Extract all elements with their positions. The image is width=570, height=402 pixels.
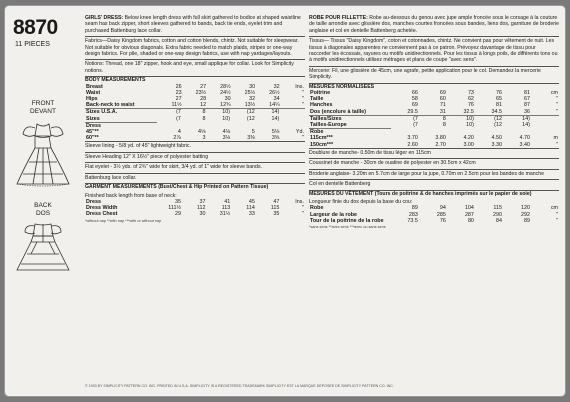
row-value: 67	[523, 96, 530, 103]
notions-fr: Mercerie: Fil, une glissière de 45cm, une agrafe, petite application pour le col. Demandez la mercerie Simplicity.	[309, 67, 559, 84]
size-cell: 8	[419, 115, 447, 122]
row-value: 69	[439, 90, 446, 97]
row-value: 112	[196, 205, 206, 212]
coussinet-fr: Coussinet de manche - 30cm de ouatine de polyester en 30.5cm x 42cm	[309, 159, 559, 169]
row-value: 2.60	[407, 141, 418, 148]
row-value: 34.5	[491, 108, 502, 115]
size-cell: (7	[157, 109, 182, 116]
row-value: 35	[273, 211, 280, 218]
row-value: 27	[175, 96, 182, 103]
row-value: 58	[411, 96, 418, 103]
size-cell: (12	[494, 122, 502, 129]
row-value: 113	[221, 205, 231, 212]
row-value: 87	[523, 102, 530, 109]
row-value: 81	[495, 102, 502, 109]
pieces-count: 11 PIECES	[15, 41, 50, 48]
body-measurements-table-fr	[309, 90, 559, 115]
size-cell: 14)	[271, 115, 280, 122]
size-cell: 14)	[522, 122, 530, 129]
row-value: 3.30	[491, 141, 502, 148]
row-value: 32	[249, 96, 256, 103]
row-value: 12	[200, 102, 207, 109]
row-value: 69	[411, 102, 418, 109]
row-value: "	[556, 141, 558, 148]
row-label: Dress Width	[86, 205, 118, 212]
row-label: Taille	[310, 96, 324, 103]
row-label: Tour de la poitrine de la robe	[310, 217, 384, 224]
row-label: 150cm***	[310, 141, 334, 148]
row-value: 5	[251, 129, 255, 136]
row-label: Waist	[86, 89, 101, 96]
row-value: 111½	[168, 205, 181, 212]
row-value: "	[302, 102, 304, 109]
row-value: 3.00	[463, 141, 474, 148]
size-cell: 10)	[466, 122, 474, 129]
sleeve-heading-en: Sleeve Heading 12" X 16½" piece of polyester batting	[85, 153, 305, 163]
row-value: 23	[175, 89, 182, 96]
row-value: 14¼	[269, 102, 280, 109]
battenburg-en: Battenburg lace collar.	[85, 174, 305, 184]
fabrics-fr: Tissus— Tissus "Daisy Kingdom", coton et cotonnades, chintz. Ne convient pas pour vêtement de nuit. Les tissus à diagonales apparentes ne conviennent pas à ce patron. Prévoyez davantage de tissu pour raccorder les écossais, rayures ou motifs unidirectionnels. Pour les tissus à longs poils, de différents tons ou à motifs unidirectionnels utilisez métrages et plans de coupe "avec sens".	[309, 37, 559, 67]
size-cell	[280, 116, 305, 123]
row-value: 285	[436, 211, 446, 218]
row-value: 4⅛	[222, 129, 231, 136]
body-measurements-title-fr: MESURES NORMALISÉES	[309, 83, 375, 90]
size-cell: 10)	[447, 115, 475, 122]
row-value: 2⅞	[173, 135, 181, 142]
row-value: 32	[273, 83, 280, 90]
row-value: 89	[523, 217, 530, 224]
row-label: 60"**	[86, 135, 99, 142]
row-value: 26	[175, 83, 182, 90]
sizes-table-fr	[309, 115, 559, 148]
row-value: "	[302, 135, 304, 142]
row-value: 3⅛	[222, 135, 231, 142]
left-column	[5, 6, 83, 386]
row-value: 290	[492, 211, 502, 218]
row-value: 41	[224, 198, 231, 205]
pattern-envelope-back	[5, 6, 565, 396]
row-label: Hanches	[310, 102, 333, 109]
row-label: Dos (encolure à taille)	[310, 108, 367, 115]
row-value: Ins.	[295, 83, 304, 90]
description-title-en: GIRLS' DRESS:	[85, 15, 124, 21]
row-value: 23½	[195, 89, 207, 96]
row-value: 13½	[244, 102, 256, 109]
row-value: 94	[439, 205, 446, 212]
size-cell	[280, 109, 305, 116]
row-value: cm	[550, 90, 558, 97]
copyright-footer: © 1993 BY SIMPLICITY PATTERN CO. INC. PRINTED IN U.S.A. SIMPLICITY IS A REGISTERED TRADEMARK SIMPLICITY EST LA MARQUE DÉPOSÉE DE SIMPLICITY PATTERN CO. INC.	[85, 384, 394, 388]
row-value: 34	[273, 96, 280, 103]
row-value: 31	[439, 108, 446, 115]
row-value: m	[553, 135, 558, 142]
row-label: Poitrine	[310, 90, 331, 97]
row-value: 29	[174, 211, 181, 218]
row-label: Largeur de la robe	[310, 211, 358, 218]
row-value: 2.70	[435, 141, 446, 148]
size-cell	[531, 115, 559, 122]
description-title-fr: ROBE POUR FILLETTE:	[309, 15, 368, 21]
row-value: "	[556, 211, 558, 218]
size-cell: (12	[475, 115, 503, 122]
row-value: 12¾	[220, 102, 231, 109]
row-label: 45"**	[86, 129, 99, 136]
description-text-fr: Robe au-dessous du genou avec jupe ample froncée sous le corsage à la couture de taille arrondie avec glissière dos, manches courtes froncées sous bandes, liens dos, garniture de broderie anglaise et col en dentelle Battenberg achetée.	[309, 15, 560, 34]
row-value: 30	[249, 83, 256, 90]
row-value: 28½	[220, 83, 231, 90]
row-value: 73	[467, 90, 474, 97]
row-value: cm	[550, 205, 558, 212]
sizes-label-en: Sizes	[86, 115, 100, 122]
back-label	[13, 202, 73, 218]
row-value: 114	[246, 205, 255, 212]
row-value: 47	[273, 198, 280, 205]
row-value: 287	[464, 211, 474, 218]
col-fr: Col en dentelle Battenberg	[309, 180, 559, 190]
finished-title-fr: Longueur finie du dos depuis la base du cou:	[309, 198, 413, 205]
sizes-eu-label: Tailles-Europe	[310, 122, 347, 129]
row-value: 45	[248, 198, 255, 205]
row-value: 4.70	[519, 135, 530, 142]
row-value: 37	[199, 198, 206, 205]
size-cell: (12	[246, 115, 255, 122]
front-label	[13, 100, 73, 116]
row-value: 4.20	[463, 135, 474, 142]
row-value: "	[302, 211, 304, 218]
row-value: 35	[174, 198, 181, 205]
row-label: Breast	[86, 83, 103, 90]
row-value: 283	[408, 211, 418, 218]
garment-table-fr	[309, 205, 559, 224]
row-value: Ins.	[295, 198, 304, 205]
row-value: 36	[523, 108, 530, 115]
size-cell: (7	[176, 115, 181, 122]
notions-en: Notions: Thread, one 18" zipper, hook and eye, small applique for collar. Look for Simplicity notions.	[85, 60, 305, 77]
row-label: Back-neck to waist	[86, 102, 135, 109]
row-value: 29.5	[407, 108, 418, 115]
row-value: 80	[467, 217, 474, 224]
description-en	[85, 14, 305, 37]
sizes-us-label: Sizes U.S.A.	[85, 109, 157, 116]
back-view-drawing	[13, 220, 73, 272]
size-cell: 14)	[256, 109, 281, 116]
size-cell: 14)	[503, 115, 531, 122]
sleeve-lining-en: Sleeve lining - 5/8 yd. of 45" lightweight fabric.	[85, 141, 305, 152]
english-column	[85, 14, 305, 224]
row-value: 76	[495, 90, 502, 97]
back-label-en: BACK	[34, 202, 52, 209]
body-measurements-table-en	[85, 84, 305, 109]
row-label: Hips	[86, 96, 98, 103]
row-value: "	[302, 96, 304, 103]
row-value: 65	[495, 96, 502, 103]
row-value: 33	[248, 211, 255, 218]
row-value: 120	[520, 205, 530, 212]
row-value: "	[556, 108, 558, 115]
pattern-number: 8870	[13, 16, 58, 39]
front-label-en: FRONT	[31, 100, 55, 107]
row-value: 81	[523, 90, 530, 97]
row-value: 32.5	[463, 108, 474, 115]
size-cell: (7	[413, 122, 418, 129]
row-value: "	[556, 102, 558, 109]
row-label: Dress	[86, 198, 101, 205]
french-column	[309, 14, 559, 230]
garment-title-fr: MESURES DU VÊTEMENT (Tours de poitrine & de hanches imprimés sur le papier de soie)	[309, 190, 532, 197]
garment-title-en: GARMENT MEASUREMENTS (Bust/Chest & Hip Printed on Pattern Tissue)	[85, 184, 269, 191]
front-label-fr: DEVANT	[30, 108, 56, 115]
sizes-table-en	[85, 108, 305, 141]
body-measurements-title-en: BODY MEASUREMENTS	[85, 77, 146, 84]
fabrics-en: Fabrics—Daisy Kingdom fabrics, cotton and cotton blends, chintz. Not suitable for sleepwear. Not suitable for obvious diagonals. Extra fabric needed to match plaids, stripes or one-way design fabrics. For pile, shaded or one-way design fabrics, use with nap yardages/layouts.	[85, 37, 305, 60]
row-value: 73.5	[407, 217, 418, 224]
row-value: 89	[411, 205, 418, 212]
row-value: 3.80	[435, 135, 446, 142]
sizes-label-fr: Tailles/Sizes	[309, 115, 391, 122]
description-text-en: Below knee length dress with full skirt gathered to bodice at shaped waistline seam has back zipper, short sleeves gathered to bands, back tie ends, eyelet trim and purchased Battenburg lace collar.	[85, 15, 301, 34]
size-cell: (7	[391, 115, 419, 122]
row-label: Dress Chest	[86, 211, 118, 218]
row-value: "	[302, 205, 304, 212]
size-cell: 10)	[222, 115, 231, 122]
size-cell: (12	[231, 109, 256, 116]
row-value: Yd.	[295, 129, 304, 136]
row-value: 60	[439, 96, 446, 103]
row-value: 115	[493, 205, 502, 212]
row-value: 4	[177, 129, 181, 136]
row-value: 5⅛	[271, 129, 280, 136]
row-value: 30	[199, 211, 206, 218]
row-value: 11½	[171, 102, 182, 109]
broderie-fr: Broderie anglaise- 3.20m en 5.7cm de large pour la jupe, 0.70m en 2.5cm pour les bandes de manche	[309, 170, 559, 180]
row-value: 66	[411, 90, 418, 97]
row-value: 292	[520, 211, 530, 218]
row-value: 26½	[269, 89, 280, 96]
row-value: 4⅛	[197, 129, 206, 136]
row-value: 104	[464, 205, 474, 212]
dress-label-en: Dress	[85, 122, 157, 129]
row-value: 62	[467, 96, 474, 103]
row-value: 3.70	[407, 135, 418, 142]
row-value: 4.50	[491, 135, 502, 142]
flat-eyelet-en: Flat eyelet - 3½ yds. of 2¾" wide for skirt, 3/4 yd. of 1" wide for sleeve bands.	[85, 163, 305, 173]
footnote-fr: *sans sens **avec sens ***avec ou sans sens	[309, 224, 386, 229]
size-cell: 8	[442, 122, 446, 129]
row-value: "	[302, 89, 304, 96]
garment-table-en	[85, 199, 305, 218]
row-value: 3.40	[519, 141, 530, 148]
back-label-fr: DOS	[35, 210, 51, 217]
row-label: Robe	[310, 205, 324, 212]
size-cell: 10)	[206, 109, 231, 116]
row-value: 31½	[219, 211, 231, 218]
finished-title-en: Finished back length from base of neck:	[85, 192, 177, 199]
row-value: 24½	[220, 89, 231, 96]
size-cell: 8	[202, 115, 206, 122]
footnote-en: *without nap **with nap ***with or without nap	[85, 218, 162, 223]
row-label: 115cm***	[310, 135, 333, 142]
doublure-fr: Doublure de manche- 0.50m de tissu léger en 115cm	[309, 148, 559, 159]
row-value: 27	[200, 83, 207, 90]
robe-label-fr: Robe	[309, 129, 391, 136]
description-fr	[309, 14, 559, 37]
row-value: 76	[467, 102, 474, 109]
row-value: "	[556, 217, 558, 224]
row-value: 30	[224, 96, 231, 103]
row-value: 3⅜	[247, 135, 255, 142]
row-value: 84	[495, 217, 502, 224]
row-value: 71	[439, 102, 446, 109]
row-value: 76	[439, 217, 446, 224]
size-cell: 8	[182, 109, 207, 116]
row-value: 115	[270, 205, 280, 212]
size-cell	[531, 122, 559, 129]
front-view-drawing	[11, 118, 75, 188]
row-value: 3	[202, 135, 206, 142]
row-value: 3⅝	[271, 135, 280, 142]
row-value: "	[556, 96, 558, 103]
row-value: 25½	[244, 89, 256, 96]
row-value: 28	[200, 96, 207, 103]
